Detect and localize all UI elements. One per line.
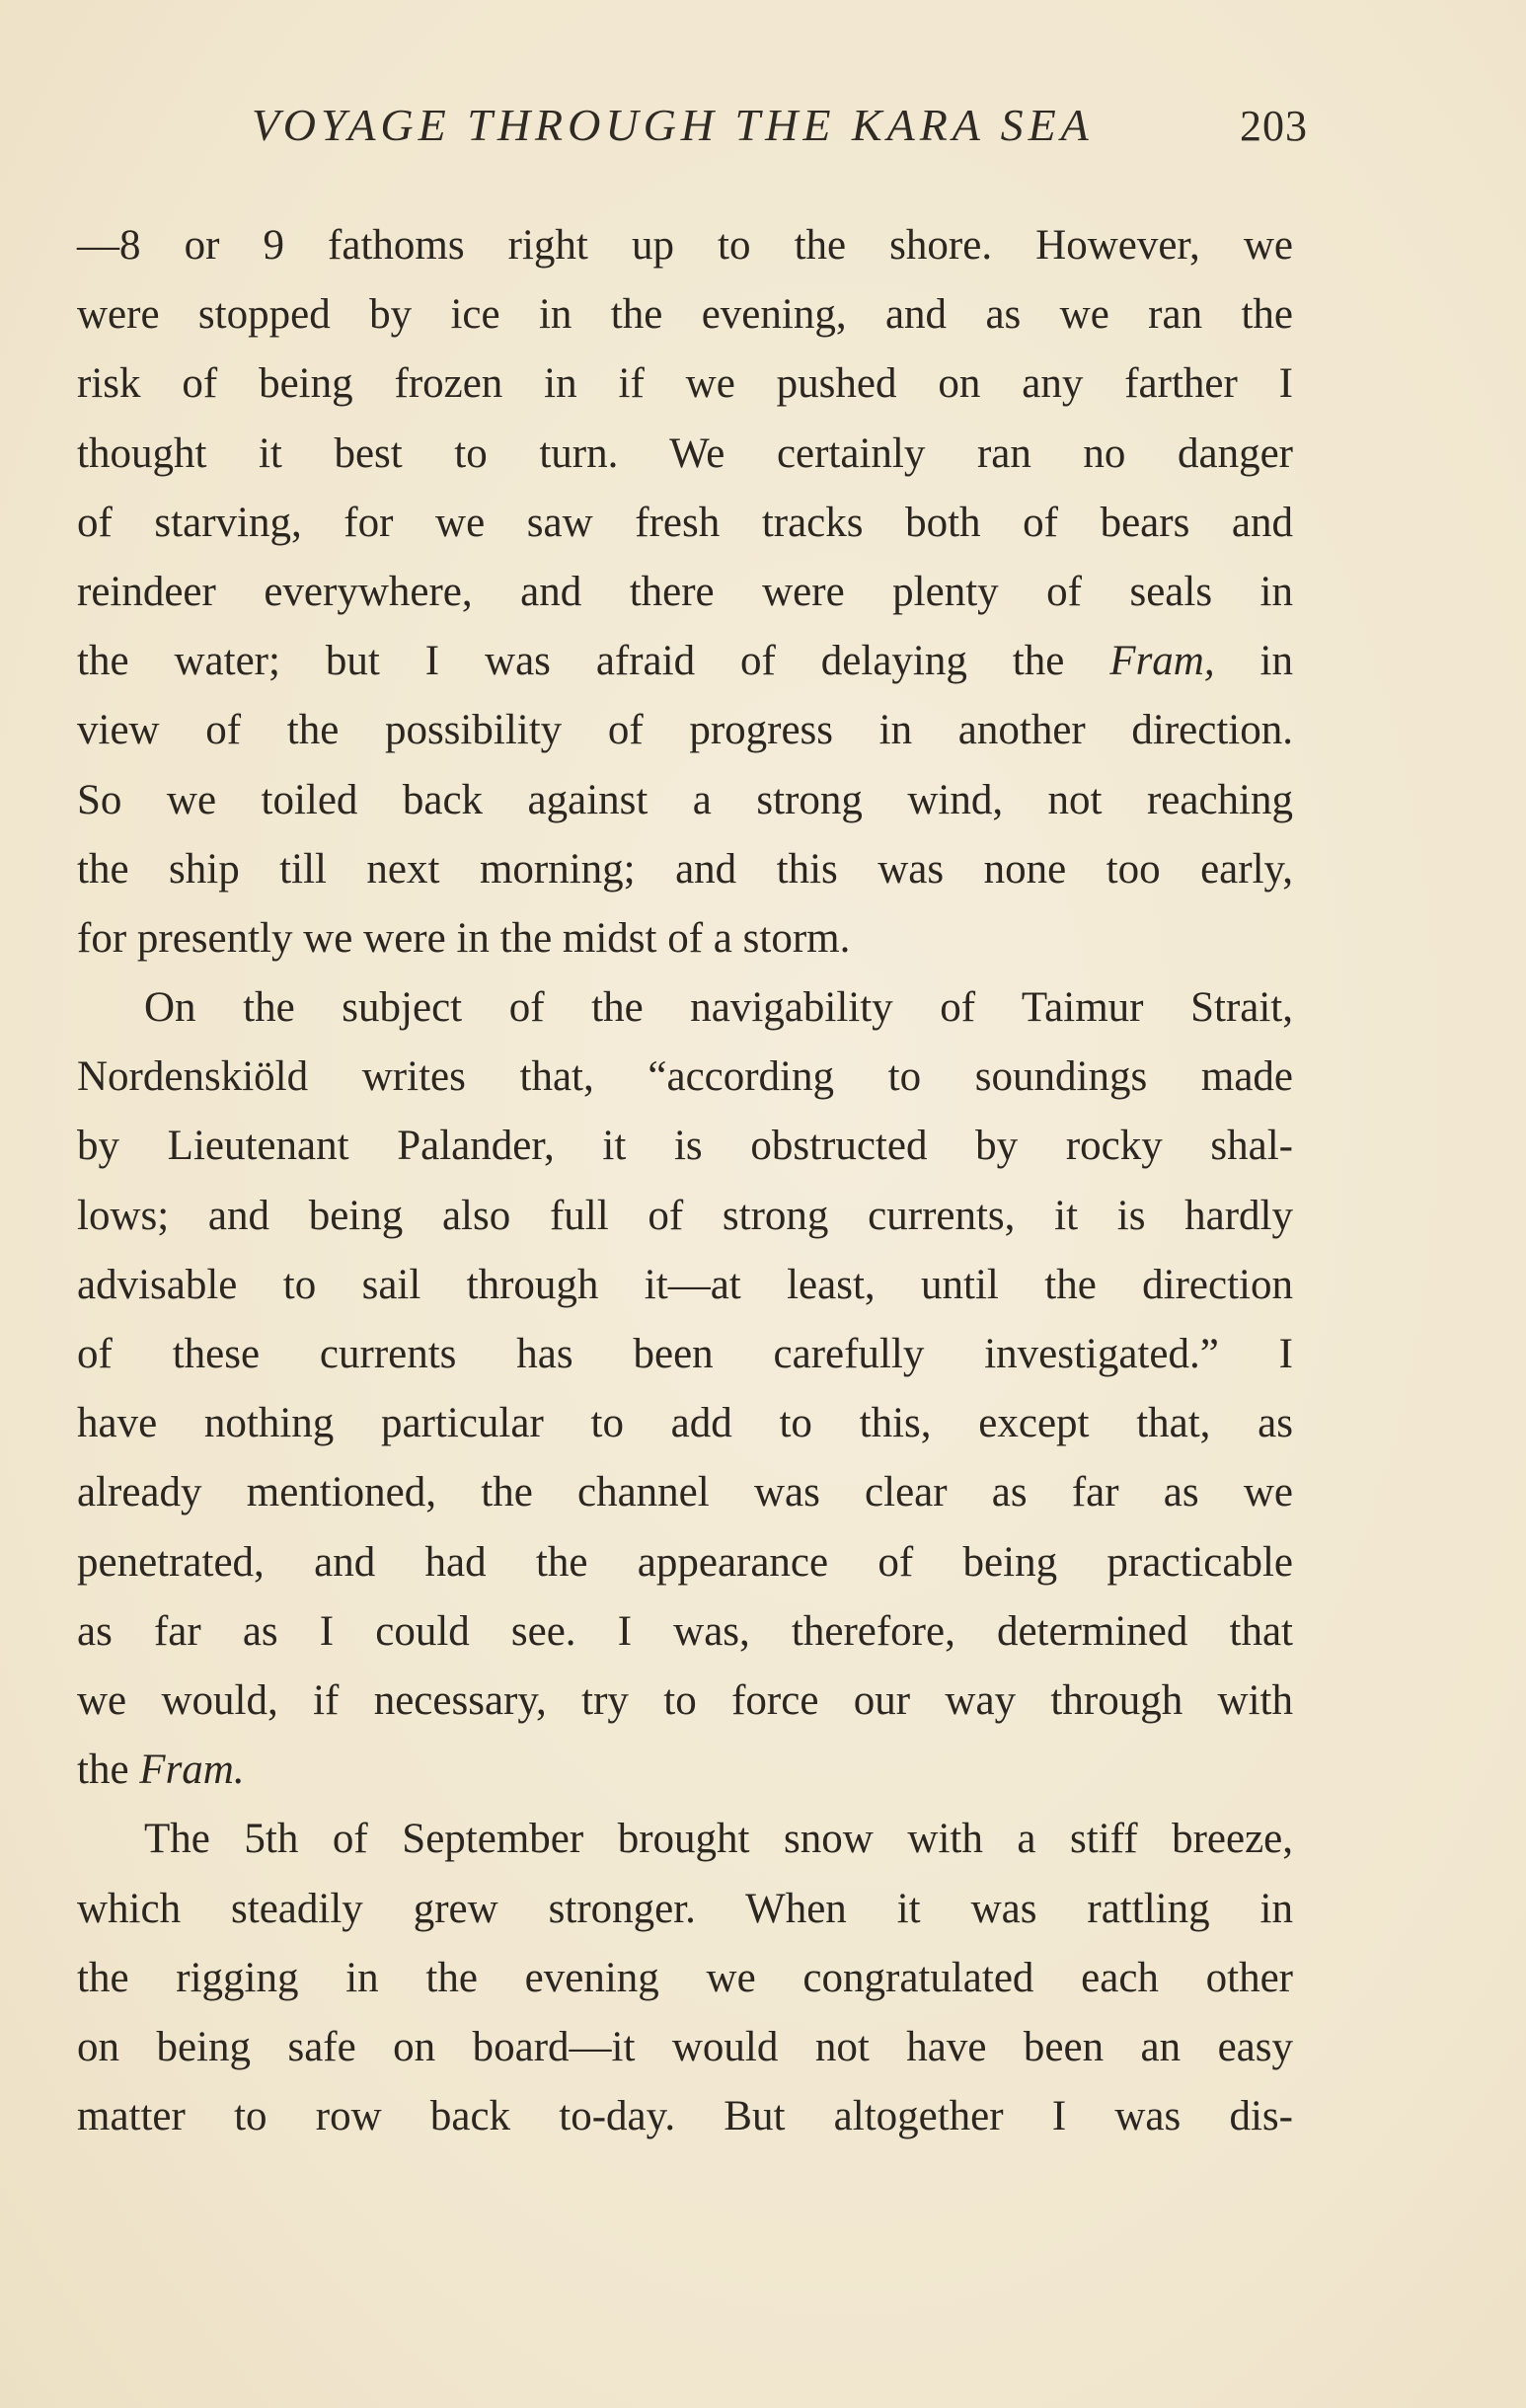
text-line	[77, 1389, 1293, 1458]
text-line-content: lows; and being also full of strong currents, it is hardly	[77, 1192, 1293, 1239]
text-line-content: the rigging in the evening we congratulated each other	[77, 1954, 1293, 2001]
text-line-content: risk of being frozen in if we pushed on any farther I	[77, 360, 1293, 408]
text-line	[77, 489, 1293, 558]
text-line	[77, 835, 1293, 904]
text-line-content: —8 or 9 fathoms right up to the shore. However, we	[77, 222, 1293, 269]
text-line-content: the water; but I was afraid of delaying the	[77, 638, 1110, 685]
text-line-content: the	[77, 1747, 140, 1794]
text-line	[77, 420, 1293, 489]
text-line	[77, 350, 1293, 419]
text-line-content: by Lieutenant Palander, it is obstructed by rocky shal-	[77, 1123, 1293, 1170]
text-line-content: The 5th of September brought snow with a stiff breeze,	[144, 1816, 1293, 1863]
text-line-content: penetrated, and had the appearance of being practicable	[77, 1538, 1293, 1586]
italic-ship-name: Fram,	[1109, 638, 1215, 685]
text-line	[77, 1944, 1293, 2013]
text-line-content: of starving, for we saw fresh tracks both of bears and	[77, 499, 1293, 546]
text-line-content: already mentioned, the channel was clear as far as we	[77, 1469, 1293, 1516]
text-line-tail: in	[1214, 638, 1294, 685]
text-line	[77, 1043, 1293, 1112]
text-line-content: on being safe on board—it would not have been an easy	[77, 2023, 1293, 2070]
text-line	[77, 1458, 1293, 1527]
text-line	[77, 627, 1293, 696]
text-line-content: So we toiled back against a strong wind, not reaching	[77, 776, 1293, 823]
text-line	[77, 280, 1293, 350]
text-line	[77, 1667, 1293, 1736]
text-line-content: which steadily grew stronger. When it was rattling in	[77, 1885, 1293, 1932]
text-line	[77, 2013, 1293, 2082]
text-line	[77, 558, 1293, 627]
text-line	[77, 1112, 1293, 1181]
text-line-content: for presently we were in the midst of a storm.	[77, 914, 851, 962]
text-line	[77, 1320, 1293, 1389]
text-line-content: reindeer everywhere, and there were plenty of seals in	[77, 568, 1293, 615]
text-line	[77, 211, 1293, 280]
text-line	[77, 904, 1293, 973]
text-line-content: advisable to sail through it—at least, until the direction	[77, 1261, 1293, 1308]
text-line-content: as far as I could see. I was, therefore, determined that	[77, 1607, 1293, 1655]
text-line	[77, 1736, 1293, 1805]
text-line-content: Nordenskiöld writes that, “according to soundings made	[77, 1053, 1293, 1101]
text-line-content: of these currents has been carefully investigated.” I	[77, 1331, 1293, 1377]
text-line	[77, 766, 1293, 835]
text-line-content: we would, if necessary, try to force our way through with	[77, 1676, 1293, 1724]
text-line-content: were stopped by ice in the evening, and as we ran the	[77, 291, 1293, 339]
text-line	[77, 973, 1293, 1043]
text-line	[77, 1528, 1293, 1597]
running-title: VOYAGE THROUGH THE KARA SEA	[252, 100, 1094, 150]
page-number: 203	[1240, 102, 1308, 150]
text-line-content: have nothing particular to add to this, except that, as	[77, 1400, 1293, 1447]
text-line	[77, 2082, 1293, 2151]
text-line-content: view of the possibility of progress in another direction.	[77, 707, 1293, 754]
text-line	[77, 1251, 1293, 1320]
text-line	[77, 1182, 1293, 1251]
text-line	[77, 1805, 1293, 1874]
text-line	[77, 1875, 1293, 1944]
text-line	[77, 1597, 1293, 1667]
page-header	[252, 99, 1308, 178]
text-line-content: the ship till next morning; and this was none too early,	[77, 845, 1293, 893]
text-line	[77, 696, 1293, 765]
italic-ship-name: Fram.	[139, 1747, 245, 1794]
text-line-content: matter to row back to-day. But altogether I was dis-	[77, 2093, 1293, 2140]
text-line-content: thought it best to turn. We certainly ran no danger	[77, 429, 1293, 477]
body-text	[77, 211, 1293, 2151]
text-line-content: On the subject of the navigability of Taimur Strait,	[144, 984, 1293, 1032]
